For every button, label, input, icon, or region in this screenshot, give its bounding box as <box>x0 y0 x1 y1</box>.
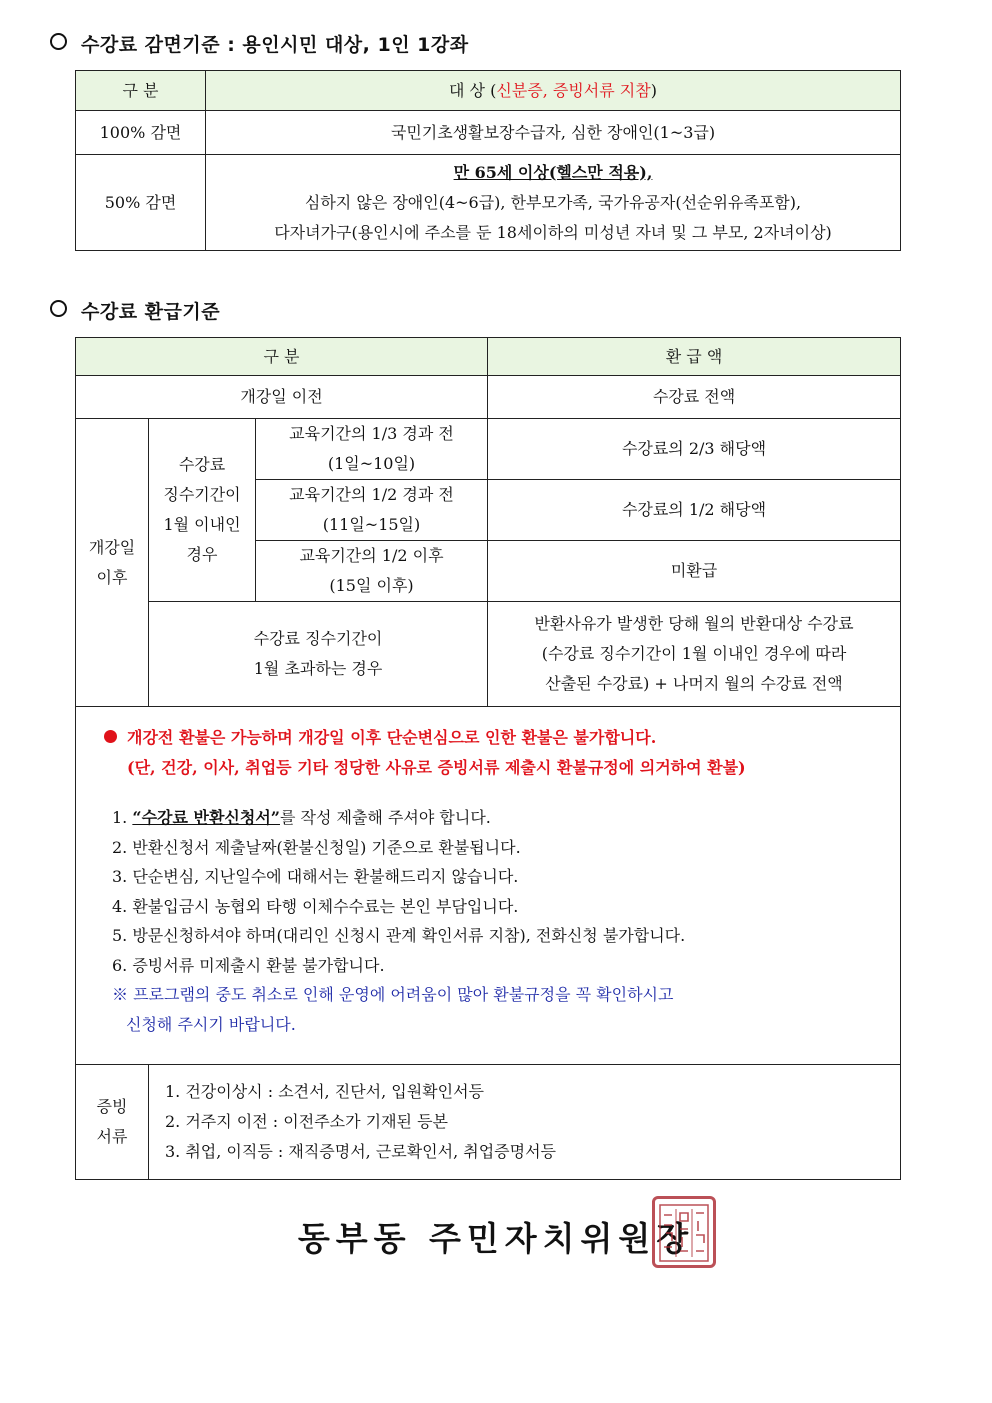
table-row <box>76 111 901 155</box>
row-text: 만 65세 이상(헬스만 적용), 심하지 않은 장애인(4~6급), 한부모가족, 국가유공자(선순위유족포함), 다자녀가구(용인시에 주소를 둔 18세이하의 미성년 자녀 및 그 부모, 2자녀이상) <box>206 155 901 251</box>
circle-bullet-icon <box>50 33 67 50</box>
reduction-table <box>75 70 901 251</box>
proof-list <box>149 1065 901 1180</box>
proof-row <box>76 1065 901 1180</box>
header-category: 구 분 <box>76 71 206 111</box>
after-label: 개강일 이후 <box>76 419 149 707</box>
list-item: 5. 방문신청하셔야 하며(대리인 신청시 관계 확인서류 지참), 전화신청 불가합니다. <box>112 926 686 945</box>
row-text: 국민기초생활보장수급자, 심한 장애인(1~3급) <box>206 111 901 155</box>
list-item: 3. 취업, 이직등 : 재직증명서, 근로확인서, 취업증명서등 <box>165 1142 557 1161</box>
before-amount: 수강료 전액 <box>488 376 901 419</box>
signature-name: 동부동 주민자치위원장 <box>297 1219 695 1258</box>
header-target: 대 상 (신분증, 증빙서류 지참) <box>206 71 901 111</box>
seal-graphic <box>658 1203 710 1263</box>
list-item: 1. 건강이상시 : 소견서, 진단서, 입원확인서등 <box>165 1082 485 1101</box>
list-item: 3. 단순변심, 지난일수에 대해서는 환불해드리지 않습니다. <box>112 867 519 886</box>
period-amount: 수강료의 1/2 해당액 <box>488 480 901 541</box>
row-label: 100% 감면 <box>76 111 206 155</box>
over-label: 수강료 징수기간이 1월 초과하는 경우 <box>149 602 488 707</box>
list-item: 2. 반환신청서 제출날짜(환불신청일) 기준으로 환불됩니다. <box>112 837 521 857</box>
official-seal-icon <box>652 1196 716 1268</box>
list-item: 2. 거주지 이전 : 이전주소가 기재된 등본 <box>165 1112 449 1131</box>
period-cell: 교육기간의 1/3 경과 전 (1일~10일) <box>256 419 488 480</box>
proof-label: 증빙 서류 <box>76 1065 149 1180</box>
list-item: ※ 프로그램의 중도 취소로 인해 운영에 어려움이 많아 환불규정을 꼭 확인하시고 <box>112 985 674 1004</box>
over-amount: 반환사유가 발생한 당해 월의 반환대상 수강료 (수강료 징수기간이 1월 이내인 경우에 따라 산출된 수강료) + 나머지 월의 수강료 전액 <box>488 602 901 707</box>
reduction-table-header <box>76 71 901 111</box>
notes-row <box>76 707 901 1065</box>
red-dot-icon <box>104 730 117 743</box>
header-amount: 환 급 액 <box>488 338 901 376</box>
list-item: 4. 환불입금시 농협외 타행 이체수수료는 본인 부담입니다. <box>112 896 519 916</box>
period-amount: 수강료의 2/3 해당액 <box>488 419 901 480</box>
warning-line: (단, 건강, 이사, 취업등 기타 정당한 사유로 증빙서류 제출시 환불규정에 의거하여 환불) <box>127 758 746 777</box>
table-row <box>76 376 901 419</box>
notes-cell <box>76 707 901 1065</box>
period-cell: 교육기간의 1/2 경과 전 (11일~15일) <box>256 480 488 541</box>
before-label: 개강일 이전 <box>76 376 488 419</box>
circle-bullet-icon <box>50 300 67 317</box>
refund-table-header <box>76 338 901 376</box>
list-item: 1. “수강료 반환신청서”를 작성 제출해 주셔야 합니다. <box>112 808 491 827</box>
refund-table <box>75 337 901 1180</box>
list-item: 6. 증빙서류 미제출시 환불 불가합니다. <box>112 955 385 975</box>
row-label: 50% 감면 <box>76 155 206 251</box>
period-amount: 미환급 <box>488 541 901 602</box>
table-row <box>76 155 901 251</box>
footer <box>0 1213 992 1260</box>
list-item: 신청해 주시기 바랍니다. <box>126 1014 296 1034</box>
table-row <box>76 419 901 480</box>
warning-line: 개강전 환불은 가능하며 개강일 이후 단순변심으로 인한 환불은 불가합니다. <box>104 723 880 753</box>
notes-list <box>104 803 880 1039</box>
refund-section-title: 수강료 환급기준 <box>50 297 220 324</box>
table-row <box>76 602 901 707</box>
period-cell: 교육기간의 1/2 이후 (15일 이후) <box>256 541 488 602</box>
reduction-section-title: 수강료 감면기준 : 용인시민 대상, 1인 1강좌 <box>50 30 469 57</box>
within-label: 수강료 징수기간이 1월 이내인 경우 <box>149 419 256 602</box>
header-category: 구 분 <box>76 338 488 376</box>
